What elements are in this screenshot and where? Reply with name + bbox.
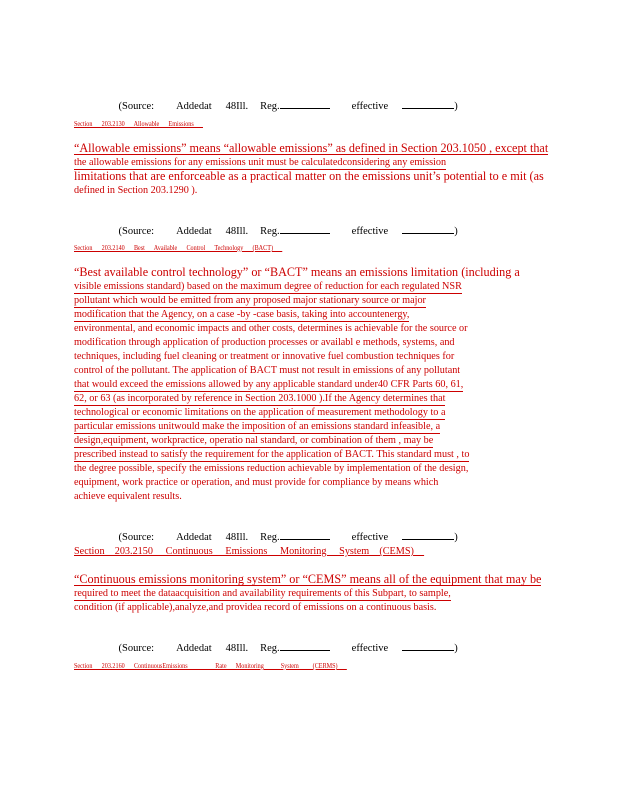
effective-blank: [402, 641, 454, 651]
body-line: the degree possible, specify the emissions reduction achievable by implementation of the design,: [74, 463, 469, 474]
reg-label: Reg.: [260, 101, 280, 112]
reg-blank: [280, 641, 330, 651]
added-label: Addedat: [176, 532, 212, 543]
close-paren: ): [454, 643, 458, 654]
body-line: “Continuous emissions monitoring system” or “CEMS” means all of the equipment that may be: [74, 572, 542, 586]
body-line: “Allowable emissions” means “allowable emissions” as defined in Section 203.1050 , except that: [74, 141, 549, 155]
source-label: (Source:: [118, 226, 155, 237]
body-line: modification through application of production processes or availabl e methods, systems, and: [74, 337, 455, 348]
reference-label: 48Ill.: [225, 643, 249, 654]
effective-blank: [402, 224, 454, 234]
added-label: Addedat: [176, 101, 212, 112]
body-line: that would exceed the emissions allowed by any applicable standard under40 CFR Parts 60, 61,: [74, 379, 464, 390]
reference-label: 48Ill.: [225, 532, 249, 543]
reg-blank: [280, 99, 330, 109]
body-line: technological or economic limitations on the application of measurement methodology to a: [74, 407, 446, 418]
body-line: particular emissions unitwould make the imposition of an emissions standard infeasible, a: [74, 421, 441, 432]
body-line: required to meet the dataacquisition and availability requirements of this Subpart, to sample,: [74, 588, 451, 599]
reg-label: Reg.: [260, 226, 280, 237]
body-line: environmental, and economic impacts and other costs, determines is achievable for the source or: [74, 323, 468, 334]
body-line: techniques, including fuel cleaning or treatment or innovative fuel combustion techniques for: [74, 351, 455, 362]
added-label: Addedat: [176, 226, 212, 237]
reference-label: 48Ill.: [225, 226, 249, 237]
source-label: (Source:: [118, 532, 155, 543]
body-line: control of the pollutant. The application of BACT must not result in emissions of any pollutant: [74, 365, 461, 376]
source-line: [108, 630, 458, 665]
body-line: 62, or 63 (as incorporated by reference in Section 203.1000 ).If the Agency determines that: [74, 393, 446, 404]
reference-label: 48Ill.: [225, 101, 249, 112]
close-paren: ): [454, 101, 458, 112]
body-line: equipment, work practice or operation, and must provide for compliance by means which: [74, 477, 439, 488]
close-paren: ): [454, 226, 458, 237]
source-line: [108, 88, 458, 123]
body-line: defined in Section 203.1290 ).: [74, 185, 198, 196]
body-line: modification that the Agency, on a case -by -case basis, taking into accountenergy,: [74, 309, 410, 320]
reg-blank: [280, 530, 330, 540]
source-label: (Source:: [118, 643, 155, 654]
body-line: the allowable emissions for any emissions unit must be calculatedconsidering any emission: [74, 157, 447, 168]
reg-label: Reg.: [260, 643, 280, 654]
body-line: design,equipment, workpractice, operatio nal standard, or combination of them , may be: [74, 435, 434, 446]
section-heading-2130: Section 203.2130 Allowable Emissions: [74, 119, 203, 128]
effective-blank: [402, 530, 454, 540]
source-label: (Source:: [118, 101, 155, 112]
body-line: condition (if applicable),analyze,and providea record of emissions on a continuous basis.: [74, 602, 437, 613]
effective-label: effective: [351, 226, 389, 237]
effective-label: effective: [351, 643, 389, 654]
effective-blank: [402, 99, 454, 109]
body-line: prescribed instead to satisfy the requirement for the application of BACT. This standard must , to: [74, 449, 470, 460]
section-heading-2150: Section 203.2150 Continuous Emissions Monitoring System (CEMS): [74, 546, 425, 557]
reg-blank: [280, 224, 330, 234]
body-line: “Best available control technology” or “BACT” means an emissions limitation (including a: [74, 265, 520, 279]
reg-label: Reg.: [260, 532, 280, 543]
added-label: Addedat: [176, 643, 212, 654]
body-line: achieve equivalent results.: [74, 491, 182, 502]
body-line: limitations that are enforceable as a practical matter on the emissions unit’s potential to e mit (as: [74, 169, 544, 183]
body-line: pollutant which would be emitted from any proposed major stationary source or major: [74, 295, 426, 306]
close-paren: ): [454, 532, 458, 543]
section-heading-2160: Section 203.2160 ContinuousEmissions Rate Monitoring System (CERMS): [74, 661, 347, 670]
effective-label: effective: [351, 101, 389, 112]
effective-label: effective: [351, 532, 389, 543]
section-heading-2140: Section 203.2140 Best Available Control Technology (BACT): [74, 243, 283, 252]
body-line: visible emissions standard) based on the maximum degree of reduction for each regulated NSR: [74, 281, 462, 292]
